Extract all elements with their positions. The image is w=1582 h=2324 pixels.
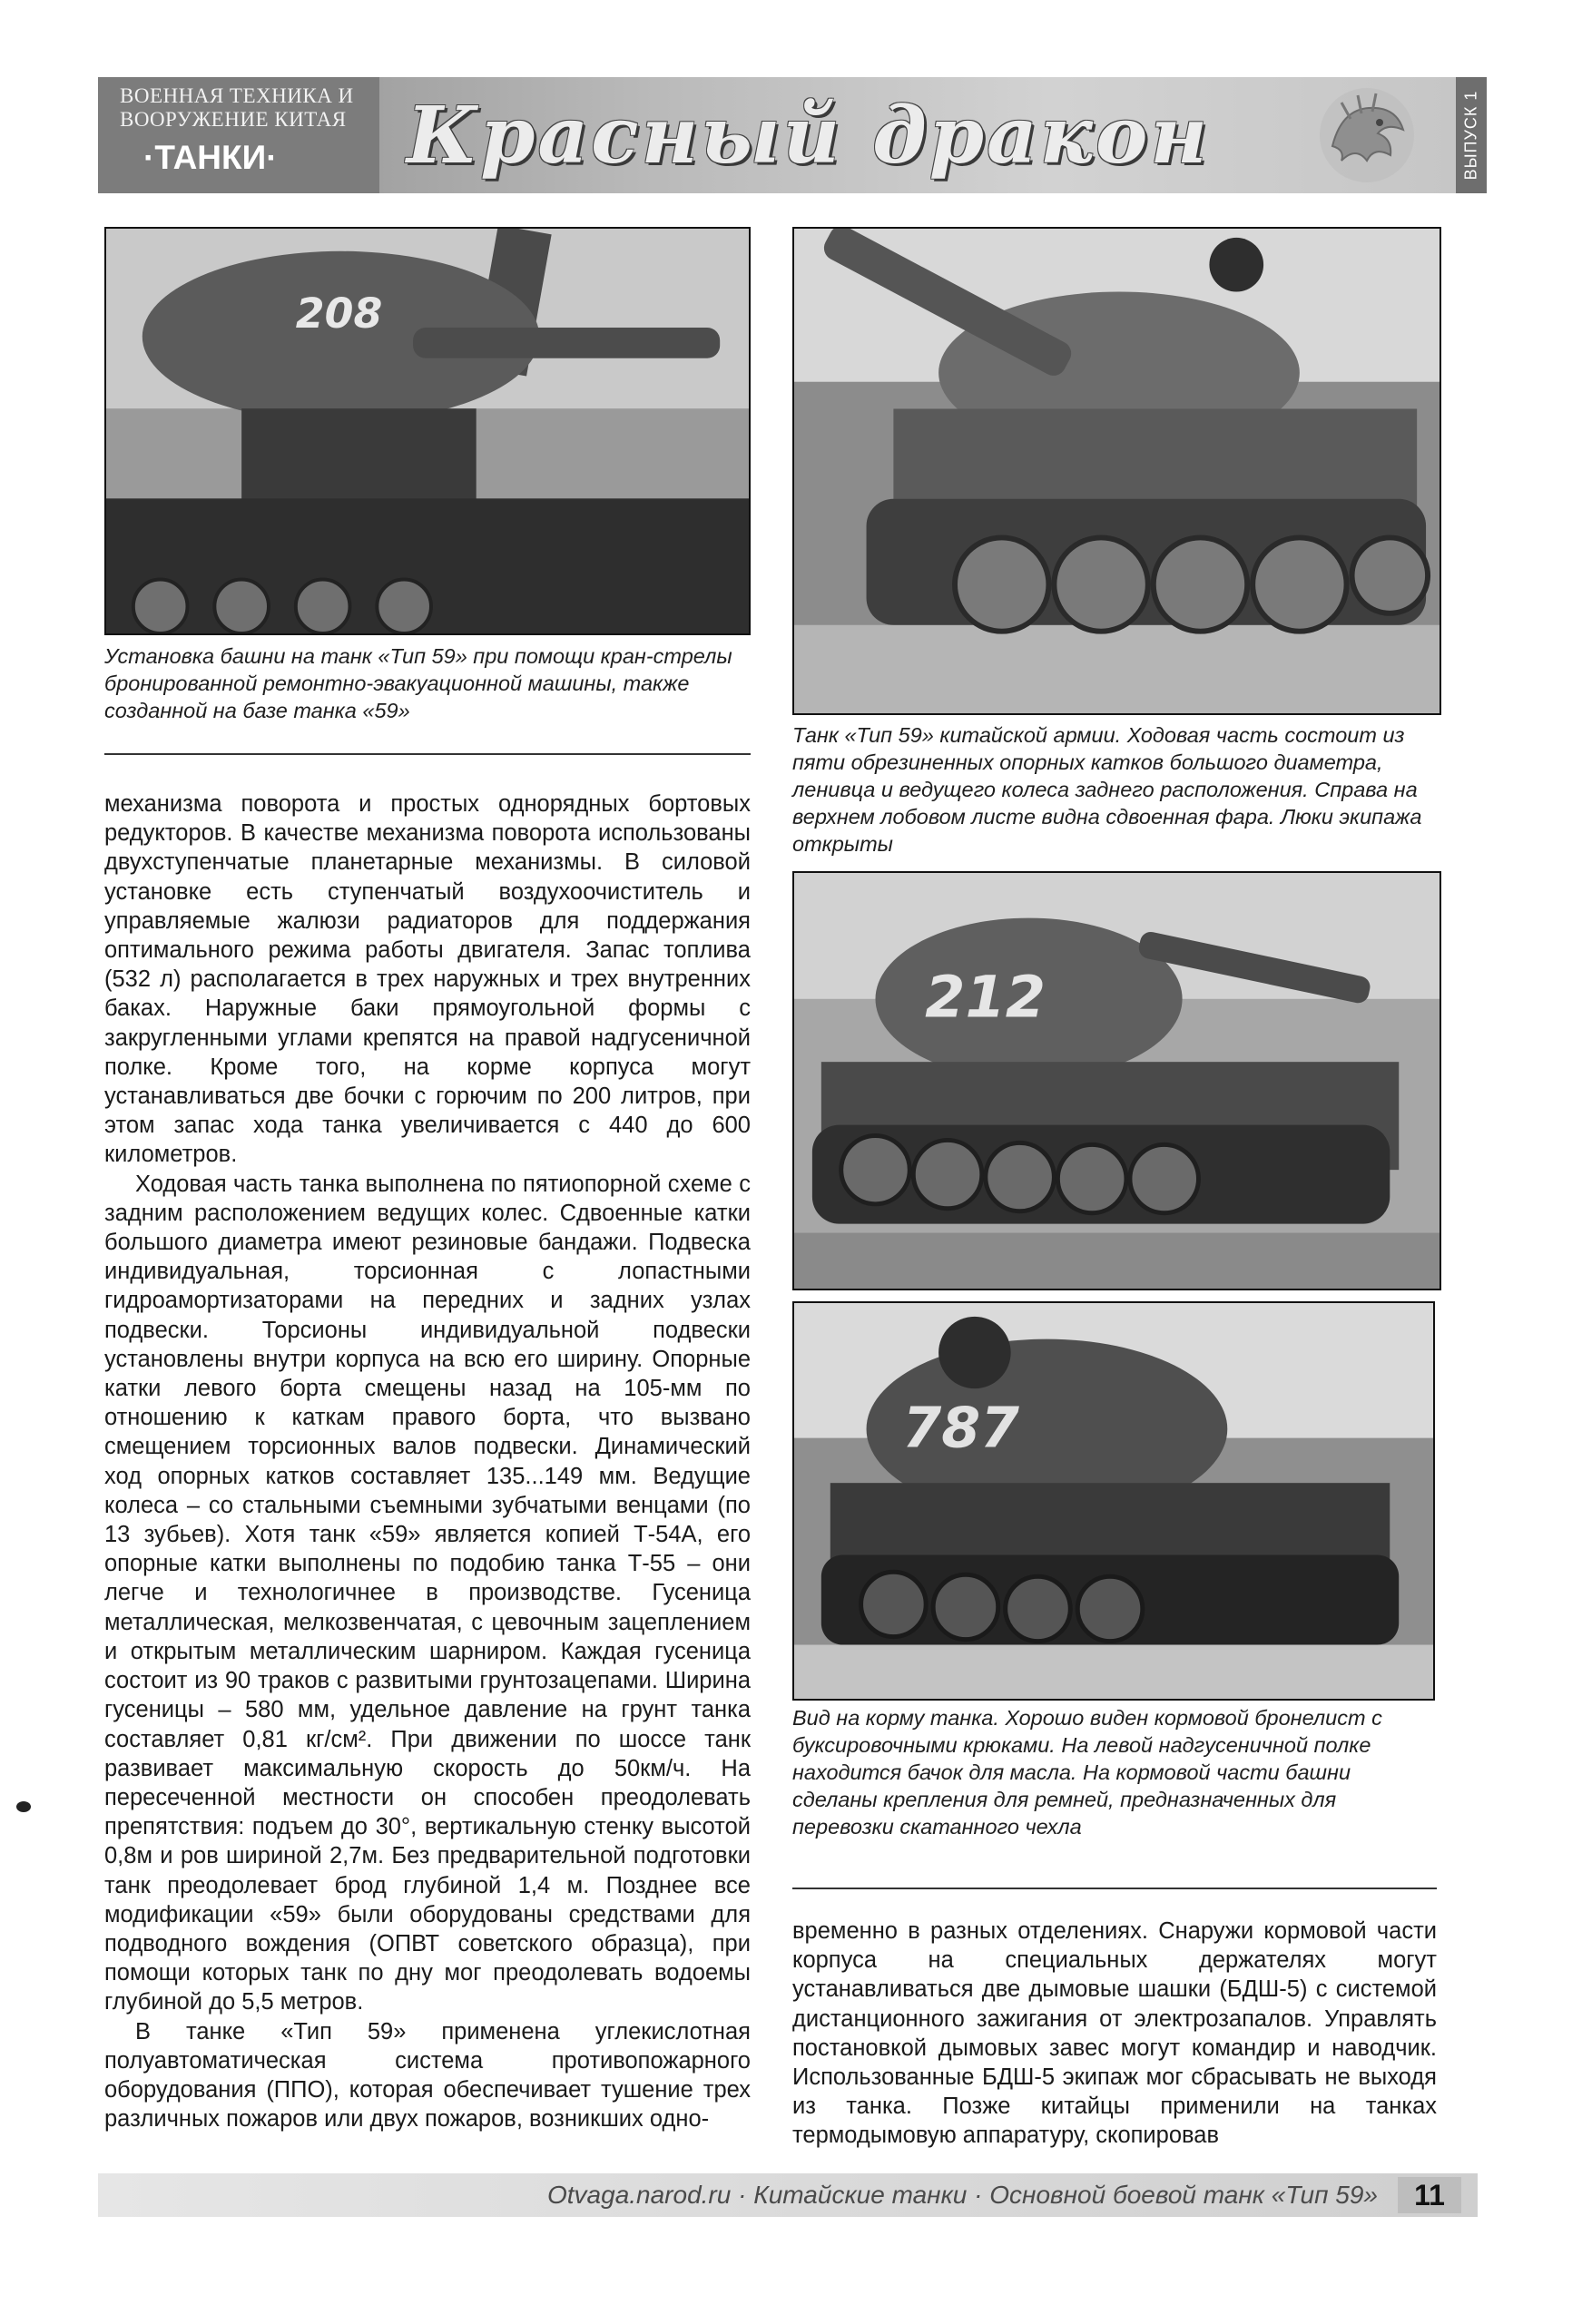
photo4-markings: 787 bbox=[902, 1395, 1019, 1461]
series-line-2: ВООРУЖЕНИЕ КИТАЯ bbox=[120, 108, 347, 131]
series-tanks-label: ·ТАНКИ· bbox=[143, 139, 278, 176]
photo4-caption: Вид на корму танка. Хорошо виден кормовой бронелист с буксировочными крюками. На левой надгусеничной полке находится бачок для масла. На кормовой части башни сделаны крепления для ремней, предназначенных для перевозки скатанного чехла bbox=[792, 1706, 1382, 1839]
photo1-markings: 208 bbox=[295, 289, 383, 338]
paragraph: В танке «Тип 59» применена углекислотная полуавтоматическая система противопожарного оборудования (ППО), которая обеспечивает тушение трех различных пожаров или двух пожаров, возникших одно- bbox=[104, 2018, 751, 2133]
caption-divider bbox=[104, 753, 751, 755]
photo3-markings: 212 bbox=[925, 963, 1046, 1031]
footer-text: Otvaga.narod.ru · Китайские танки · Основной боевой танк «Тип 59» bbox=[546, 2181, 1378, 2209]
page-number: 11 bbox=[1398, 2177, 1461, 2213]
photo-type59-army bbox=[792, 227, 1441, 715]
issue-label: ВЫПУСК 1 bbox=[1461, 90, 1480, 181]
paragraph: Ходовая часть танка выполнена по пятиопорной схеме с задним расположением ведущих колес. Сдвоенные катки большого диаметра имеют резиновые бандажи. Подвеска индивидуальная, торсионная с лопастными гидроамортизаторами на передних и задних узлах подвески. Торсионы индивидуальной подвески установлены внутри корпуса на всю его ширину. Опорные катки левого борта смещены назад на 105-мм по отношению к каткам правого борта, что вызвано смещением торсионных валов подвески. Динамический ход опорных катков составляет 135...149 мм. Ведущие колеса – со стальными съемными зубчатыми венцами (по 13 зубьев). Хотя танк «59» является копией Т-54А, его опорные катки выполнены по подобию танка Т-55 – они легче и технологичнее в производстве. Гусеница металлическая, мелкозвенчатая, с цевочным зацеплением и открытым металлическим шарниром. Каждая гусеница состоит из 90 траков с развитыми грунтозацепами. Ширина гусеницы – 580 мм, удельное давление на грунт танка составляет 0,81 кг/см². При движении по шоссе танк развивает максимальную скорость до 50км/ч. На пересеченной местности он способен преодолевать препятствия: подъем до 30°, вертикальную стенку высотой 0,8м и ров шириной 2,7м. Без предварительной подготовки танк преодолевает брод глубиной 1,4 м. Позднее все модификации «59» были оборудованы средствами для подводного вождения (ОПВТ советского образца), при помощи которых танк по дну мог преодолевать водоемы глубиной до 5,5 метров. bbox=[104, 1171, 751, 2015]
photo-tank-787-rear bbox=[792, 1301, 1435, 1701]
photo-turret-installation bbox=[104, 227, 751, 635]
photo-tank-212 bbox=[792, 871, 1441, 1290]
left-column-text bbox=[104, 789, 751, 2133]
footer-bar bbox=[98, 2173, 1478, 2217]
photo2-caption: Танк «Тип 59» китайской армии. Ходовая часть состоит из пяти обрезиненных опорных катков большого диаметра, ленивца и ведущего колеса заднего расположения. Справа на верхнем лобовом листе видна сдвоенная фара. Люки экипажа открыты bbox=[792, 723, 1422, 856]
paragraph: механизма поворота и простых однорядных бортовых редукторов. В качестве механизма поворота использованы двухступенчатые планетарные механизмы. В силовой установке есть ступенчатый воздухоочиститель и управляемые жалюзи радиаторов для поддержания оптимального режима работы двигателя. Запас топлива (532 л) располагается в трех наружных и трех внутренних баках. Наружные баки прямоугольной формы с закругленными углами крепятся на правой надгусеничной полке. Кроме того, на корме корпуса могут устанавливаться две бочки с горючим по 200 литров, при этом запас хода танка увеличивается с 440 до 600 километров. bbox=[104, 791, 751, 1168]
issue-tab bbox=[1456, 77, 1487, 193]
margin-mark bbox=[16, 1801, 31, 1812]
series-line-1: ВОЕННАЯ ТЕХНИКА И bbox=[120, 84, 354, 107]
logo-title: Красный дракон bbox=[407, 90, 1211, 181]
right-column-text bbox=[792, 1917, 1437, 2151]
caption-divider bbox=[792, 1888, 1437, 1889]
header-banner bbox=[98, 77, 1459, 193]
dragon-emblem-icon bbox=[1314, 83, 1420, 188]
series-block bbox=[98, 77, 379, 193]
photo1-caption: Установка башни на танк «Тип 59» при помощи кран-стрелы бронированной ремонтно-эвакуационной машины, также созданной на базе танка «59» bbox=[104, 644, 732, 722]
paragraph: временно в разных отделениях. Снаружи кормовой части корпуса на специальных держателях могут устанавливаться две дымовые шашки (БДШ-5) с системой дистанционного зажигания от электрозапалов. Управлять постановкой дымовых завес могут командир и наводчик. Использованные БДШ-5 экипаж мог сбрасывать не выходя из танка. Позже китайцы применили на танках термодымовую аппаратуру, скопировав bbox=[792, 1918, 1437, 2149]
